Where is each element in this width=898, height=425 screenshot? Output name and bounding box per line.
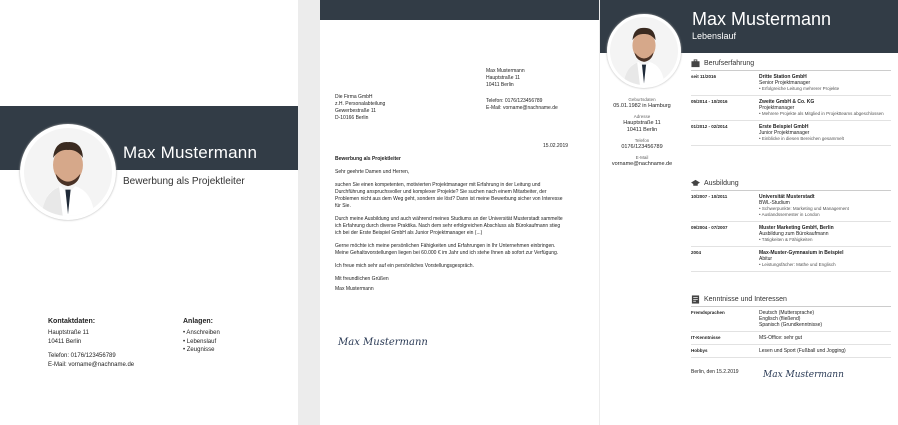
entry-date: seit 11/2016 bbox=[691, 74, 717, 79]
entry-sub: Projektmanager bbox=[759, 105, 795, 111]
entry-date: IT-Kenntnisse bbox=[691, 335, 721, 340]
education-heading-row bbox=[691, 176, 891, 191]
education-entry bbox=[691, 191, 891, 222]
cv-sidebar bbox=[600, 96, 684, 171]
contact-line: Telefon: 0176/123456789 bbox=[48, 353, 116, 359]
work-section bbox=[691, 56, 891, 146]
entry-bullet: • Tätigkeiten & Fähigkeiten bbox=[759, 237, 813, 242]
letter-band bbox=[320, 0, 599, 20]
entry-title: Universität Musterstadt bbox=[759, 194, 815, 200]
entry-sub: Ausbildung zum Bürokaufmann bbox=[759, 231, 829, 237]
work-entry bbox=[691, 71, 891, 96]
work-heading: Berufserfahrung bbox=[704, 59, 755, 67]
work-entry bbox=[691, 96, 891, 121]
skill-line: Englisch (fließend) bbox=[759, 316, 801, 322]
education-entry bbox=[691, 247, 891, 272]
skill-line: MS-Office: sehr gut bbox=[759, 335, 802, 341]
letter-paragraph: Gerne möchte ich meine persönlichen Fähigkeiten und Erfahrungen in Ihr Unternehmen einbringen. Meine Gehaltsvorstellungen liegen bei 60.000 € im Jahr und ich stehe Ihnen ab sofort zur Verfügung. bbox=[335, 243, 559, 256]
letter-page bbox=[320, 0, 599, 425]
entry-date: 09/2004 - 07/2007 bbox=[691, 225, 728, 230]
work-entry bbox=[691, 121, 891, 146]
entry-sub: Abitur bbox=[759, 256, 773, 262]
entry-title: Max-Muster-Gymnasium in Beispiel bbox=[759, 250, 844, 256]
entry-bullet: • Leistungsfächer: Mathe und Englisch bbox=[759, 262, 836, 267]
contact-line: Telefon: 0176/123456789 bbox=[486, 98, 543, 104]
entry-sub: Senior Projektmanager bbox=[759, 80, 811, 86]
recipient-line: z.H. Personalabteilung bbox=[335, 101, 386, 107]
side-value: vorname@nachname.de bbox=[611, 161, 673, 167]
letter-subject: Bewerbung als Projektleiter bbox=[335, 156, 401, 162]
letter-paragraph: Durch meine Ausbildung und auch während meines Studiums an der Universität Musterstadt sammelte ich Erfahrung durch diverse Praktika. Nach dem sehr erfolgreichen Abschluss als Bürokaufmann stieg ich bei der Erste Beispiel GmbH als Junior Projektmanager ein (...) bbox=[335, 216, 563, 236]
letter-signature: Max Mustermann bbox=[338, 337, 428, 348]
skills-entry bbox=[691, 332, 891, 345]
entry-date: 2004 bbox=[691, 250, 702, 255]
cover-subtitle: Bewerbung als Projektleiter bbox=[123, 176, 245, 187]
cover-portrait bbox=[20, 124, 116, 220]
work-heading-row bbox=[691, 56, 891, 71]
sender-line: Max Mustermann bbox=[486, 68, 525, 74]
letter-closing: Mit freundlichen Grüßen bbox=[335, 276, 389, 282]
contact-line: E-Mail: vorname@nachname.de bbox=[48, 361, 135, 368]
cover-name: Max Mustermann bbox=[123, 143, 258, 162]
skills-entry bbox=[691, 345, 891, 358]
entry-bullet: • Auslandssemester in London bbox=[759, 212, 820, 217]
education-heading: Ausbildung bbox=[704, 179, 739, 187]
skills-entry bbox=[691, 307, 891, 332]
cv-page bbox=[600, 0, 898, 425]
entry-date: 10/2007 - 10/2011 bbox=[691, 194, 728, 199]
entry-title: Erste Beispiel GmbH bbox=[759, 124, 809, 130]
letter-recipient bbox=[335, 94, 385, 122]
letter-sender bbox=[486, 68, 525, 89]
contact-address bbox=[48, 329, 89, 346]
letter-paragraph: suchen Sie einen kompetenten, motivierten Projektmanager mit Erfahrung in der Leitung und Durchführung anspruchsvoller und komplexer Projekte? Sie suchen nach einem Mitarbeiter, der Problemen nicht aus dem Weg geht, sondern sie löst? Dann ist meine Bewerbung sicher von Interesse für Sie. bbox=[335, 182, 563, 209]
letter-date: 15.02.2019 bbox=[543, 143, 569, 149]
side-value: 05.01.1982 in Hamburg bbox=[613, 103, 671, 109]
address-line: Hauptstraße 11 bbox=[48, 330, 89, 336]
recipient-line: Gewerbestraße 11 bbox=[335, 108, 377, 114]
skills-heading-row bbox=[691, 292, 891, 307]
entry-sub: BWL-Studium bbox=[759, 200, 790, 206]
entry-date: 05/2014 - 10/2016 bbox=[691, 99, 728, 104]
letter-paragraph: Ich freue mich sehr auf ein persönliches Vorstellungsgespräch. bbox=[335, 263, 474, 269]
entry-bullet: • Erfolgreiche Leitung mehrerer Projekte bbox=[759, 86, 840, 91]
skill-line: Spanisch (Grundkenntnisse) bbox=[759, 322, 823, 328]
entry-date: Fremdsprachen bbox=[691, 310, 725, 315]
contact-info bbox=[48, 352, 134, 369]
skills-heading: Kenntnisse und Interessen bbox=[704, 295, 787, 303]
attachments-heading: Anlagen: bbox=[183, 318, 213, 325]
cv-name: Max Mustermann bbox=[692, 9, 832, 29]
side-label: Adresse bbox=[633, 114, 651, 119]
cv-signature: Max Mustermann bbox=[763, 370, 844, 380]
skills-section bbox=[691, 292, 891, 358]
attachment-item: • Lebenslauf bbox=[183, 338, 217, 345]
entry-title: Muster Marketing GmbH, Berlin bbox=[759, 225, 834, 231]
briefcase-icon bbox=[691, 59, 700, 68]
letter-salutation: Sehr geehrte Damen und Herren, bbox=[335, 169, 410, 175]
entry-bullet: • Mehrere Projekte als Mitglied in Projektteams abgeschlossen bbox=[759, 111, 884, 116]
recipient-line: Die Firma GmbH bbox=[335, 94, 373, 100]
cv-portrait bbox=[607, 14, 681, 88]
attachment-item: • Zeugnisse bbox=[183, 347, 215, 353]
cv-subtitle: Lebenslauf bbox=[692, 31, 737, 41]
attachments-list bbox=[183, 329, 220, 355]
letter-signer: Max Mustermann bbox=[335, 286, 374, 292]
entry-sub: Junior Projektmanager bbox=[759, 130, 810, 136]
side-label: Geburtsdaten bbox=[628, 97, 656, 102]
attachment-item: • Anschreiben bbox=[183, 330, 220, 336]
entry-bullet: • Einblicke in diesen Bereichen gesammelt bbox=[759, 136, 844, 141]
side-label: Telefon bbox=[634, 138, 650, 143]
letter-body bbox=[335, 156, 565, 299]
entry-bullet: • Schwerpunkte: Marketing und Management bbox=[759, 206, 849, 211]
recipient-line: D-10166 Berlin bbox=[335, 115, 369, 121]
sender-line: Hauptstraße 11 bbox=[486, 75, 521, 81]
entry-date: Hobbys bbox=[691, 348, 708, 353]
skill-line: Lesen und Sport (Fußball und Jogging) bbox=[759, 348, 846, 354]
skill-line: Deutsch (Muttersprache) bbox=[759, 310, 815, 316]
entry-title: Zweite GmbH & Co. KG bbox=[759, 99, 815, 105]
graduation-icon bbox=[691, 179, 700, 188]
contact-heading: Kontaktdaten: bbox=[48, 318, 96, 325]
sender-line: 10411 Berlin bbox=[486, 82, 514, 88]
skills-icon bbox=[691, 295, 700, 304]
entry-date: 01/2012 - 02/2014 bbox=[691, 124, 728, 129]
entry-title: Dritte Station GmbH bbox=[759, 74, 807, 80]
cv-place-date: Berlin, den 15.2.2019 bbox=[691, 369, 739, 375]
side-value: Hauptstraße 11 10411 Berlin bbox=[623, 120, 661, 133]
cover-page bbox=[0, 0, 298, 425]
side-value: 0176/123456789 bbox=[621, 144, 663, 150]
education-entry bbox=[691, 222, 891, 247]
education-section bbox=[691, 176, 891, 272]
letter-contact bbox=[486, 98, 558, 112]
side-label: E-Mail bbox=[635, 155, 649, 160]
contact-line: E-Mail: vorname@nachname.de bbox=[486, 105, 558, 111]
address-line: 10411 Berlin bbox=[48, 338, 82, 345]
